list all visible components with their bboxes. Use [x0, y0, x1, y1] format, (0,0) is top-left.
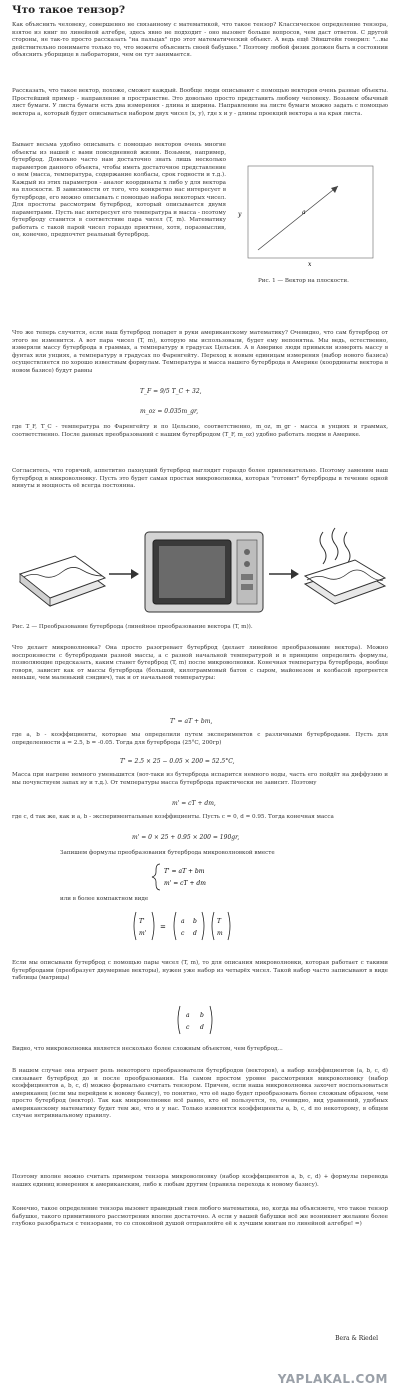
- matrix-a: a: [181, 918, 185, 925]
- page-title: Что такое тензор?: [12, 4, 126, 16]
- matrix-b: b: [193, 918, 197, 925]
- table-c: c: [186, 1024, 190, 1031]
- paragraph-microwave-does: Что делает микроволновка? Она просто разогревает бутерброд (делает линейное преобразование вектора). Можно воспроизвести с бутербродами разной массы, а с разной начальной температурой и в принципе определить формулы, позволяющие предсказать, каким станет бутерброд (T, m) после микроволновки. Конечная температура бутерброда, вообще говоря, зависит как от массы бутерброда (большой, килограммовый батон с сыром, майонезом и колбасой прогреется меньше, чем маленький сэндвич), так и от начальной температуры:: [12, 645, 388, 681]
- paragraph-american: Что же теперь случится, если наш бутерброд попадет в руки американскому математику? Очевидно, что сам бутерброд от этого не изменится. А вот пара чисел (T, m), которую мы использовали, будет ему непонятна. Мы ведь, естественно, измеряли массу бутерброда в граммах, а температуру в градусах Цельсия. А в Америке люди привыкли измерять массу в фунтах или унциях, а температуру в градусах по Фаренгейту. Переход к новым единицам измерения (выбор нового базиса) осуществляется по хорошо известным формулам. Температура и масса нашего бутерброда в Америке (координаты вектора в новом базисе) будут равны: [12, 330, 388, 374]
- equation-mass: m' = cT + dm,: [172, 800, 216, 807]
- table-a: a: [186, 1012, 190, 1019]
- microwave-icon: [145, 532, 263, 612]
- paragraph-microwave: Согласитесь, что горячий, аппетитно пахнущий бутерброд выглядит гораздо более привлекательно. Поэтому заменим наш бутерброд в микроволновку. Пусть это будет самая простая микроволновка, которая "готовит" бутерброды в течение одной минуты и мощность её всегда постоянна.: [12, 468, 388, 489]
- fig1-caption: Рис. 1 — Вектор на плоскости.: [258, 278, 349, 284]
- fig1-label-y: y: [238, 211, 242, 218]
- matrix-d: d: [193, 930, 197, 937]
- paragraph-mass: Масса при нагреве немного уменьшится (вот-таки из бутерброда испарится немного воды, часть его пойдёт на диффузию и мы почувствуем запах ну и т.д.). От температуры масса бутерброда практически не зависит. Поэтому: [12, 772, 388, 786]
- signature: Bera & Riedel: [335, 1335, 378, 1342]
- paragraph-four-numbers: Если мы описывали бутерброд с помощью пары чисел (T, m), то для описания микроволновки, которая работает с такими бутербродами (преобразует двумерные векторы), нужен уже набор из четырёх чисел. Такой набор часто записывают в виде таблицы (матрицы): [12, 960, 388, 981]
- hot-sandwich-icon: [305, 528, 385, 604]
- paragraph-combined: Запишем формулы преобразования бутерброда микроволновкой вместе: [60, 850, 275, 856]
- table-d: d: [200, 1024, 204, 1031]
- paragraph-complex: Видно, что микроволновка является несколько более сложным объектом, чем бутерброд...: [12, 1046, 283, 1052]
- arrow-to-microwave: [109, 569, 139, 579]
- microwave-figure: [5, 514, 395, 614]
- fig2-caption: Рис. 2 — Преобразование бутерброда (линейное преобразование вектора (T, m)).: [12, 624, 253, 630]
- paragraph-units: где T_F, T_C - температура по Фаренгейту и по Цельсию, соответственно, m_oz, m_gr - масса в унциях и граммах, соответственно. После данных преобразований с нашим бутербродом (T_F, m_oz) удобно работать людям в Америке.: [12, 424, 388, 438]
- table-b: b: [200, 1012, 204, 1019]
- fig1-label-x: x: [308, 261, 312, 268]
- paragraph-sandwich: Бывает весьма удобно описывать с помощью векторов очень многие объекты из нашей с вами повседневной жизни. Возьмем, например, бутерброд. Довольно часто нам достаточно знать лишь несколько параметров данного объекта, чтобы иметь достаточное представление о нем (масса, температура, содержание колбасы, срок годности и т.д.). Каждый из этих параметров - аналог координаты x либо y для вектора на плоскости. В зависимости от того, что конкретно нас интересует в бутерброде, его можно описывать с помощью набора некоторых чисел. Для простоты рассмотрим бутерброд, который описывается двумя параметрами. Пусть нас интересует его температура и масса - поэтому бутерброду ставится в соответствие пара чисел (T, m). Математику работать с такой парой чисел гораздо приятнее, хотя, поразмыслив, он, конечно, предпочтет реальный бутерброд.: [12, 142, 226, 238]
- figure-frame: [248, 166, 373, 258]
- rhs-top: T: [217, 918, 222, 925]
- equation-ounces: m_oz = 0.035m_gr,: [140, 408, 199, 415]
- system-line-1: T' = aT + bm: [164, 868, 205, 875]
- paragraph-vector: Рассказать, что такое вектор, похоже, сможет каждый. Вообще люди описывают с помощью векторов очень разные объекты. Простейший пример - направление в пространстве. Это довольно просто представить любому человеку. Возьмем обычный лист бумаги. У листа бумаги есть два измерения - длина и ширина. Направление на листе бумаги можно задать с помощью вектора a, который будет описываться набором двух чисел (x, y), где x и y - длины проекций вектора a на края листа.: [12, 88, 388, 117]
- equation-temperature-value: T' = 2.5 × 25 − 0.05 × 200 = 52.5°C,: [120, 758, 235, 765]
- watermark: YAPLAKAL.COM: [277, 1372, 388, 1386]
- arrow-head: [331, 186, 338, 193]
- equation-temperature: T' = aT + bm,: [170, 718, 213, 725]
- paragraph-compact: или в более компактном виде: [60, 896, 149, 902]
- coefficient-matrix: [172, 1004, 232, 1038]
- equation-mass-value: m' = 0 × 25 + 0.95 × 200 = 190gr,: [132, 834, 240, 841]
- lhs-bottom: m': [139, 930, 147, 937]
- equals-sign: =: [160, 923, 166, 931]
- cold-sandwich-icon: [20, 556, 105, 606]
- paragraph-mass-coefficients: где c, d так же, как и a, b - экспериментальные коэффициенты. Пусть c = 0, d = 0.95. Тогда конечная масса: [12, 814, 334, 820]
- rhs-bottom: m: [217, 930, 223, 937]
- equation-system: [150, 862, 270, 892]
- paragraph-transformer: В нашем случае она играет роль некоторого преобразователя бутербродов (векторов), а набор коэффициентов (a, b, c, d) связывает бутерброд до и после преобразования. На самом простом уровне рассмотрения микроволновку (набор коэффициентов a, b, c, d) можно формально считать тензором. Причем, если наша микроволновка захочет воспользоваться американец (если мы перейдем к новому базису), то понятно, что её надо будет преобразовать более сложным образом, чем просто бутерброд (вектор). Так как микроволновке всё равно, кто её пользуется, то, очевидно, вид уравнений, удобных американскому математику будет тем же, что и у нас. Только изменятся коэффициенты a, b, c, d по некоторому, в общем случае нетривиальному правилу.: [12, 1068, 388, 1119]
- vector-figure: [230, 160, 390, 270]
- arrow-to-hot-sandwich: [269, 569, 299, 579]
- lhs-top: T': [139, 918, 145, 925]
- matrix-equation: [130, 910, 270, 944]
- equation-fahrenheit: T_F = 9/5 T_C + 32,: [140, 388, 202, 395]
- paragraph-conclusion: Конечно, такое определение тензора вызовет праведный гнев любого математика, но, когда вы объясняете, что такое тензор бабушке, такого примитивного рассмотрения вполне достаточно. А если у вашей бабушки всё же возникнет желание более глубоко разобраться с тензорами, то со спокойной душой отправляйте её к лучшим книгам по линейной алгебре! =): [12, 1206, 388, 1227]
- paragraph-intro: Как объяснить человеку, совершенно не связанному с математикой, что такое тензор? Классическое определение тензора, взятое из книг по линейной алгебре, здесь явно не подходит - оно вызовет больше вопросов, чем даст ответов. С другой стороны, не так-то просто рассказать "на пальцах" про этот математический объект. А ведь ещё Эйнштейн говорил: "...вы действительно понимаете только то, что можете объяснить своей бабушке." Поэтому любой физик должен быть в состоянии объяснить уборщице в лаборатории, чем он тут занимается.: [12, 22, 388, 58]
- matrix-c: c: [181, 930, 185, 937]
- vector-arrow: [258, 186, 338, 250]
- paragraph-coefficients: где a, b - коэффициенты, которые мы определили путем экспериментов с различными бутербродами. Пусть для определенности a = 2.5, b = -0.05. Тогда для бутерброда (25°C, 200гр): [12, 732, 388, 746]
- fig1-label-a: a: [302, 209, 306, 216]
- system-line-2: m' = cT + dm: [164, 880, 206, 887]
- paragraph-example: Поэтому вполне можно считать примером тензора микроволновку (набор коэффициентов a, b, c, d) + формулы перевода наших единиц измерения к американским, либо к любым другим (правила перехода к новому базису).: [12, 1174, 388, 1188]
